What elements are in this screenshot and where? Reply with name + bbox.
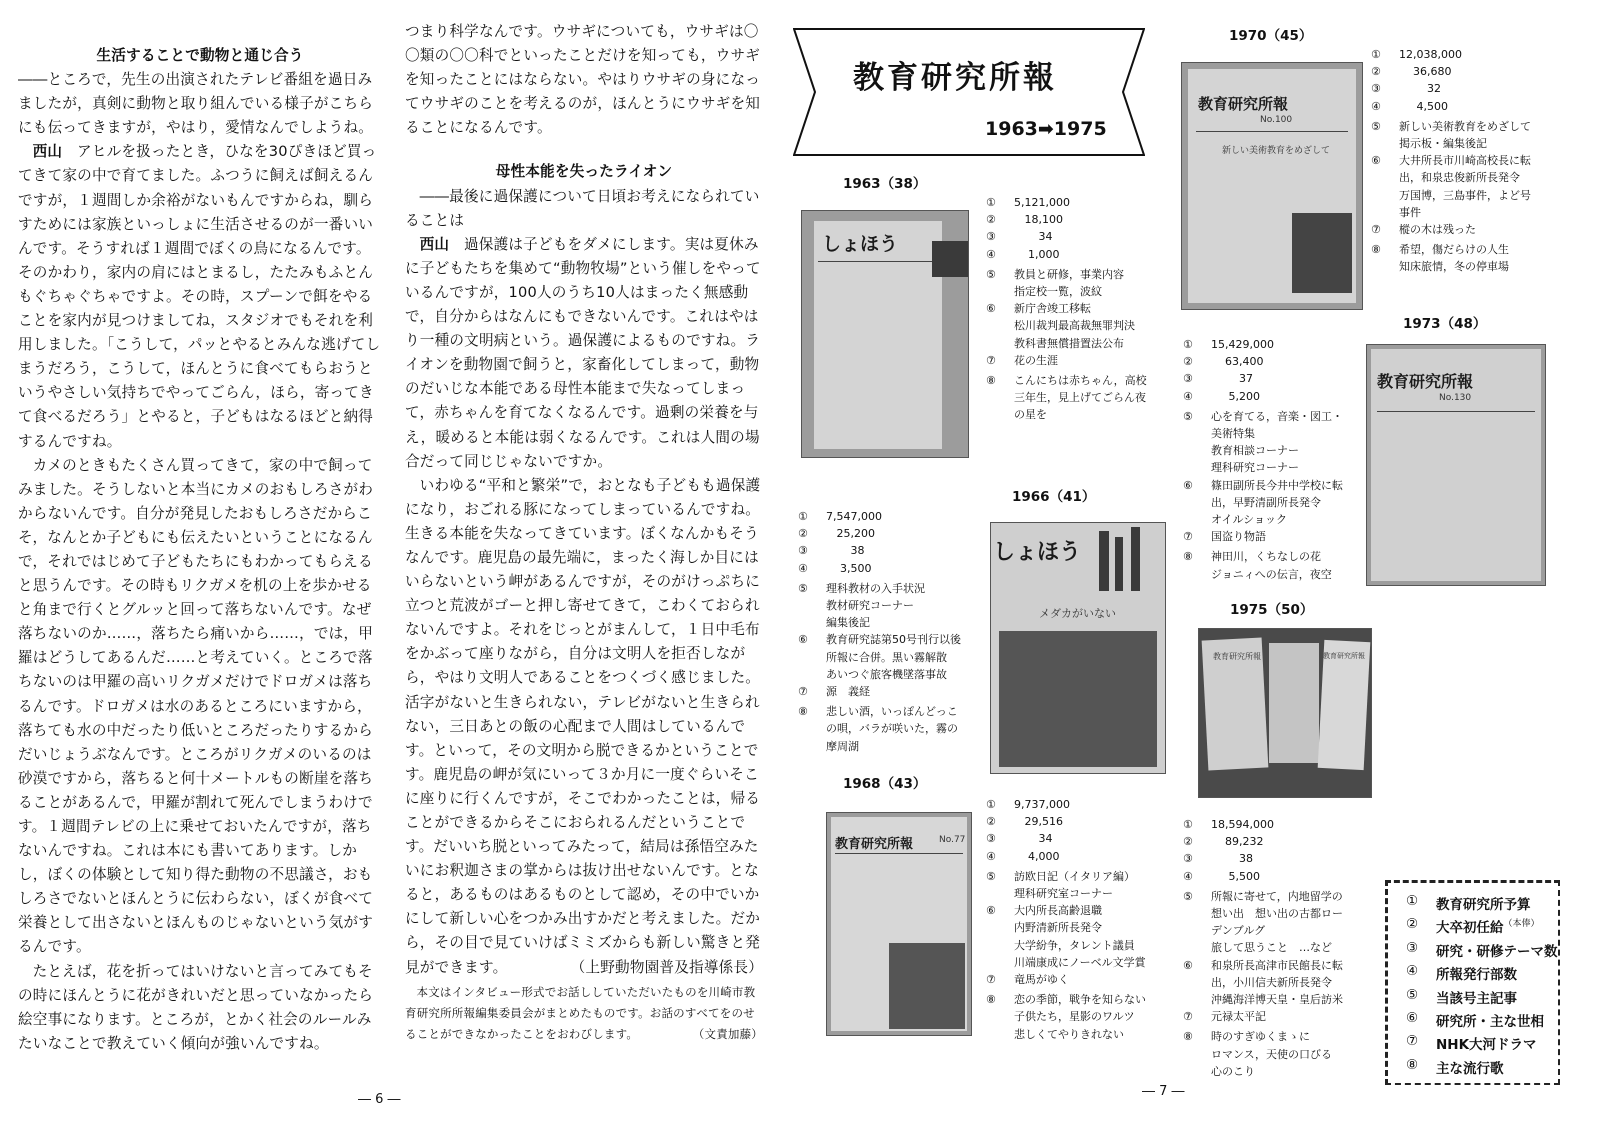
- legend-number: ⑤: [1406, 986, 1419, 1003]
- legend-number: ⑧: [1406, 1056, 1419, 1073]
- year-label-1966: 1966（41）: [1012, 489, 1096, 505]
- item-continuation: の星を: [1014, 408, 1047, 422]
- legend-label: NHK大河ドラマ: [1436, 1037, 1537, 1054]
- legend-number: ④: [1406, 963, 1419, 980]
- info-item: [798, 508, 961, 525]
- info-item: [1183, 353, 1343, 370]
- page-number-6: ― 6 ―: [358, 1092, 401, 1107]
- item-value: 心を育てる，音楽・図工・: [1211, 409, 1343, 423]
- item-number: ①: [986, 196, 996, 209]
- item-value: 教員と研修，事業内容: [1014, 267, 1124, 281]
- legend-label: 研究・研修テーマ数: [1436, 943, 1558, 960]
- item-value: こんにちは赤ちゃん，高校: [1014, 374, 1147, 388]
- left-column-1: [18, 44, 382, 1056]
- thumbnail-1973: [1366, 344, 1546, 586]
- info-item: [1183, 833, 1343, 850]
- item-value: 新しい美術教育をめざして: [1399, 119, 1531, 133]
- year-label-1975: 1975（50）: [1230, 602, 1314, 618]
- item-value: 5,500: [1211, 869, 1260, 883]
- legend-item: [1406, 916, 1540, 936]
- item-number: ②: [1183, 835, 1193, 849]
- year-label-1970: 1970（45）: [1229, 28, 1313, 44]
- item-continuation: デンブルグ: [1211, 924, 1266, 938]
- info-item: [798, 631, 961, 648]
- item-value: 樅の木は残った: [1399, 223, 1476, 237]
- info-item: [986, 266, 1147, 283]
- item-number: ②: [1371, 65, 1381, 79]
- item-number: ③: [986, 230, 996, 244]
- item-number: ①: [1183, 818, 1193, 831]
- item-value: 国盗り物語: [1211, 530, 1266, 544]
- answer-paragraph-4: 西山 過保護は子どもをダメにします。実は夏休みに子どもたちを集めて“動物牧場”という催しをやっているんですが，100人のうち10人はまったく無感動で，自分からはなんにもできないんです。これはやはり一種の文明病という。過保護によるものですね。ライオンを動物園で飼うと，家畜化してしまって，動物のだいじな本能である母性本能まで失なってしまって，赤ちゃんを育てなくなるんです。過剰の栄養を与え，暖めると本能は弱くなるんです。これは人間の場合だって同じじゃないですか。: [405, 235, 761, 470]
- item-continuation: 出，和泉忠俊新所長発令: [1399, 171, 1520, 185]
- speaker-name-2: 西山: [419, 235, 450, 253]
- info-item: [986, 372, 1147, 389]
- item-number: ⑧: [1183, 550, 1193, 564]
- thumb-title-1973: 教育研究所報: [1377, 372, 1474, 391]
- item-continuation: 出，早野清副所長発令: [1211, 495, 1321, 509]
- info-item: [1371, 241, 1531, 258]
- info-item: [1371, 46, 1531, 63]
- answer-paragraph-1: 西山 アヒルを扱ったとき，ひなを30ぴきほど買ってきて家の中で育てました。ふつうに飼えば飼えるんですが，１週間しか余裕がないもんですからね，馴らすためには家族といっしょに生活させるのが一番いいんです。そうすれば１週間でぼくの鳥になるんです。そのかわり，家内の肩にはとまるし，たたみもふとんもぐちゃぐちゃですよ。その時，スプーンで餌をやることを家内が見つけましてね，スタジオでもそれを利用しました。「こうして，パッとやるとみんな逃げてしまうだろう，こうして，ほんとうに食べてもらおうというやさしい気持ちでやってごらん，ほら，寄ってきて食べるだろう」とやると，子どもはなるほどと納得するんですね。: [18, 143, 381, 450]
- item-value: 63,400: [1211, 355, 1264, 369]
- item-value: 和泉所長高津市民館長に転: [1211, 958, 1343, 972]
- item-continuation: 万国博，三島事件，よど号: [1399, 188, 1531, 202]
- thumb-title-1968: 教育研究所報: [835, 837, 914, 852]
- continued-paragraph: つまり科学なんです。ウサギについても，ウサギは〇〇類の〇〇科でといったことだけを知っても，ウサギを知ったことにはならない。やはりウサギの身になってウサギのことを考えるのが，ほんとうにウサギを知ることになるんです。: [405, 23, 761, 137]
- legend-item: [1406, 987, 1517, 1007]
- info-item: [1183, 548, 1343, 565]
- item-continuation: 所報に合併。黒い霧解散: [826, 650, 947, 664]
- thumb-sub-1970: 新しい美術教育をめざして: [1222, 146, 1331, 156]
- info-item: [1371, 63, 1531, 80]
- info-item: [1183, 850, 1343, 867]
- info-list-1963: [986, 194, 1147, 424]
- item-number: ②: [986, 815, 996, 829]
- info-item: [1183, 888, 1343, 905]
- item-value: 所報に寄せて，内地留学の: [1211, 889, 1343, 903]
- item-number: ⑤: [986, 267, 996, 281]
- info-item: [986, 848, 1146, 865]
- editorial-credit: 本文はインタビュー形式でお話ししていただいたものを川崎市教育研究所所報編集委員会がまとめたものです。お話のすべてをのせることができなかったことをおわびします。 （文責加藤）: [405, 982, 763, 1045]
- item-number: ⑧: [1183, 1030, 1193, 1044]
- info-item: [1371, 80, 1531, 97]
- info-item: [1371, 221, 1531, 238]
- item-continuation: 指定校一覧，波紋: [1014, 285, 1102, 299]
- item-value: 訪欧日記（イタリア編）: [1014, 869, 1135, 883]
- info-item: [798, 580, 961, 597]
- item-value: 教育研究誌第50号刊行以後: [826, 633, 961, 647]
- thumb-sub-1966: メダカがいない: [1039, 607, 1116, 620]
- item-number: ⑦: [798, 685, 808, 699]
- item-number: ⑥: [1183, 478, 1193, 492]
- item-value: 34: [1014, 832, 1053, 846]
- item-continuation: 心のこり: [1211, 1064, 1255, 1078]
- info-list-1975: [1183, 816, 1343, 1080]
- legend-item: [1406, 1010, 1544, 1030]
- info-item: [798, 542, 961, 559]
- item-value: 竜馬がゆく: [1014, 973, 1069, 987]
- item-value: 89,232: [1211, 835, 1264, 849]
- item-value: 9,737,000: [1014, 798, 1070, 811]
- item-value: 源 義経: [826, 685, 870, 699]
- info-item: [986, 246, 1147, 263]
- info-list-1973: [1183, 336, 1343, 583]
- item-continuation: 掲示板・編集後記: [1399, 137, 1487, 151]
- item-value: 1,000: [1014, 247, 1060, 261]
- thumb-title-1966: しょほう: [993, 539, 1082, 565]
- item-number: ①: [986, 798, 996, 811]
- item-value: 12,038,000: [1399, 48, 1462, 61]
- thumbnail-1970: [1181, 62, 1363, 310]
- legend-number: ⑦: [1406, 1033, 1419, 1050]
- item-continuation: 理科研究コーナー: [1211, 461, 1299, 475]
- legend-item: [1406, 940, 1558, 960]
- item-number: ③: [1371, 82, 1381, 96]
- item-value: 25,200: [826, 527, 875, 541]
- info-item: [986, 211, 1147, 228]
- info-item: [1183, 370, 1343, 387]
- legend-item: [1406, 963, 1517, 983]
- item-value: 悲しい酒，いっぽんどっこ: [826, 705, 958, 719]
- info-item: [1183, 408, 1343, 425]
- item-continuation: 沖縄海洋博天皇・皇后訪米: [1211, 993, 1343, 1007]
- info-item: [798, 703, 961, 720]
- item-continuation: ロマンス，天使の口びる: [1211, 1047, 1332, 1061]
- item-value: 4,500: [1399, 99, 1448, 113]
- info-item: [1371, 98, 1531, 115]
- info-item: [986, 902, 1146, 919]
- item-value: 38: [826, 544, 865, 558]
- item-value: 篠田副所長今井中学校に転: [1211, 478, 1343, 492]
- item-number: ⑥: [986, 904, 996, 918]
- item-number: ①: [1371, 48, 1381, 61]
- item-value: 38: [1211, 852, 1253, 866]
- legend-note: （本俸）: [1503, 919, 1540, 930]
- item-number: ①: [1183, 338, 1193, 351]
- item-number: ⑦: [1183, 1010, 1193, 1024]
- item-number: ⑧: [798, 705, 808, 719]
- info-item: [1183, 388, 1343, 405]
- info-item: [1371, 118, 1531, 135]
- info-item: [986, 228, 1147, 245]
- info-item: [1371, 152, 1531, 169]
- info-list-1968: [986, 796, 1146, 1043]
- thumb-1975-b: 教育研究所報: [1323, 652, 1365, 660]
- legend-item: [1406, 1033, 1537, 1053]
- info-item: [986, 971, 1146, 988]
- item-continuation: の唄，バラが咲いた，霧の: [826, 722, 958, 736]
- item-number: ⑤: [1183, 409, 1193, 423]
- legend-box: [1385, 880, 1560, 1085]
- info-item: [1183, 816, 1343, 833]
- legend-label: 大卒初任給: [1436, 920, 1504, 937]
- info-list-1966: [798, 508, 961, 755]
- legend-label: 所報発行部数: [1436, 967, 1517, 984]
- item-number: ⑥: [1183, 958, 1193, 972]
- info-item: [1183, 336, 1343, 353]
- legend-item: [1406, 1057, 1504, 1077]
- item-number: ④: [1183, 389, 1193, 403]
- legend-number: ⑥: [1406, 1010, 1419, 1026]
- item-number: ⑤: [798, 581, 808, 595]
- thumb-1975-a: 教育研究所報: [1213, 652, 1261, 661]
- thumb-title-1970: 教育研究所報: [1198, 95, 1289, 113]
- thumbnail-1963: [801, 210, 969, 458]
- item-number: ②: [798, 527, 808, 541]
- item-value: 元禄太平記: [1211, 1010, 1266, 1024]
- item-number: ③: [798, 544, 808, 558]
- item-continuation: 悲しくてやりきれない: [1014, 1027, 1124, 1041]
- item-number: ④: [1371, 99, 1381, 113]
- item-value: 新庁舎竣工移転: [1014, 302, 1091, 316]
- year-label-1968: 1968（43）: [843, 776, 927, 792]
- signature: （上野動物園普及指導係長）: [570, 958, 763, 976]
- info-item: [1183, 957, 1343, 974]
- section-heading-2: 母性本能を失ったライオン: [495, 163, 673, 181]
- item-number: ④: [986, 247, 996, 261]
- legend-number: ②: [1406, 916, 1419, 933]
- item-continuation: オイルショック: [1211, 513, 1287, 527]
- interview-question-2: ――最後に過保護について日頃お考えになられていることは: [405, 187, 760, 229]
- item-value: 時のすぎゆくまゝに: [1211, 1030, 1310, 1044]
- item-number: ⑧: [986, 374, 996, 388]
- info-item: [1183, 868, 1343, 885]
- item-value: 3,500: [826, 561, 872, 575]
- left-column-2: [405, 20, 763, 1045]
- item-continuation: 編集後記: [826, 616, 870, 630]
- year-label-1973: 1973（48）: [1403, 316, 1487, 332]
- item-value: 34: [1014, 230, 1053, 244]
- item-number: ②: [986, 213, 996, 227]
- section-heading-1: 生活することで動物と通じ合う: [96, 47, 304, 64]
- item-number: ⑥: [798, 633, 808, 647]
- item-number: ③: [1183, 372, 1193, 386]
- item-number: ⑤: [1371, 119, 1381, 133]
- item-number: ⑦: [986, 973, 996, 987]
- item-continuation: 想い出 想い出の古都ロー: [1211, 907, 1343, 921]
- item-number: ①: [798, 510, 808, 523]
- item-continuation: 川端康成にノーベル文学賞: [1014, 955, 1146, 969]
- item-value: 18,100: [1014, 213, 1063, 227]
- info-item: [798, 525, 961, 542]
- item-continuation: 旅して思うこと …など: [1211, 941, 1332, 955]
- banner-title: 教育研究所報: [853, 60, 1057, 96]
- item-continuation: あいつぐ旅客機墜落事故: [826, 667, 947, 681]
- item-number: ⑦: [1371, 223, 1381, 237]
- info-item: [986, 868, 1146, 885]
- answer-paragraph-2: カメのときもたくさん買ってきて，家の中で飼ってみました。そうしないと本当にカメのおもしろさがわからないんです。自分が発見したおもしろさだからこそ，なんとか子どもにも伝えたいということになるんで，それではじめて子どもたちにもわかってもらえると思うんです。その時もリクガメを机の上を歩かせると角まで行くとグルッと回って落ちないんです。なぜ落ちないのか……，落ちたら痛いから……，では，甲羅はどうしてあるんだ……と考えていく。ところで落ちないのは甲羅の高いリクガメだけでドロガメは落ちるんです。ドロガメは水のあるところにいますから，落ちても水の中だったり低いところだったりするからだいじょうぶなんです。ところがリクガメのいるのは砂漠ですから，落ちると何十メートルもの断崖を落ちることがあるんで，甲羅が割れて死んでしまうわけです。１週間テレビの上に乗せておいたんですが，落ちないんですね。これは本にも書いてあります。しかし，ぼくの体験として知り得た動物の不思議さ，おもしろさでないとほんとうに伝わらない，ぼくが食べて栄養として出さないとほんものじゃないという気がするんです。: [18, 456, 374, 956]
- info-item: [986, 991, 1146, 1008]
- item-continuation: 松川裁判最高裁無罪判決: [1014, 319, 1135, 333]
- thumbnail-1975: [1198, 628, 1372, 798]
- info-item: [986, 830, 1146, 847]
- item-value: 花の生涯: [1014, 353, 1058, 367]
- thumbnail-1968: [826, 812, 972, 1036]
- info-list-1970: [1371, 46, 1531, 276]
- item-number: ⑦: [1183, 530, 1193, 544]
- speaker-name: 西山: [32, 143, 63, 161]
- answer-paragraph-3: たとえば，花を折ってはいけないと言ってみてもその時にほんとうに花がきれいだと思っていなかったら絵空事になります。ところが，とかく社会のルールみたいなことで教えていく傾向が強いんですね。: [18, 962, 374, 1052]
- legend-label: 教育研究所予算: [1436, 897, 1531, 913]
- item-continuation: 教科書無償措置法公布: [1014, 336, 1124, 350]
- legend-label: 主な流行歌: [1436, 1060, 1504, 1077]
- item-number: ⑦: [986, 353, 996, 367]
- item-number: ⑧: [986, 993, 996, 1007]
- item-number: ⑥: [986, 302, 996, 316]
- item-continuation: 子供たち，星影のワルツ: [1014, 1010, 1135, 1024]
- info-item: [986, 352, 1147, 369]
- year-label-1963: 1963（38）: [843, 176, 927, 192]
- legend-label: 研究所・主な世相: [1436, 1014, 1544, 1030]
- item-value: 恋の季節，戦争を知らない: [1014, 993, 1146, 1007]
- info-item: [798, 560, 961, 577]
- legend-number: ③: [1406, 939, 1419, 956]
- item-continuation: 三年生，見上げてごらん夜: [1014, 391, 1146, 405]
- item-number: ④: [798, 561, 808, 575]
- item-number: ⑧: [1371, 243, 1381, 257]
- item-continuation: 教育相談コーナー: [1211, 444, 1299, 458]
- item-value: 4,000: [1014, 849, 1060, 863]
- item-value: 5,200: [1211, 389, 1260, 403]
- item-value: 大井所長市川崎高校長に転: [1399, 154, 1531, 168]
- credit-tag: （文責加藤）: [692, 1026, 763, 1041]
- item-continuation: 理科研究室コーナー: [1014, 887, 1113, 901]
- legend-item: [1406, 893, 1531, 913]
- item-value: 神田川，くちなしの花: [1211, 550, 1321, 564]
- item-continuation: 美術特集: [1211, 427, 1255, 441]
- item-value: 7,547,000: [826, 510, 882, 523]
- thumb-no-1970: No.100: [1260, 115, 1293, 125]
- item-value: 希望，傷だらけの人生: [1399, 243, 1509, 257]
- item-value: 大内所長高齢退職: [1014, 904, 1102, 918]
- item-continuation: 摩周湖: [826, 739, 859, 753]
- info-item: [986, 300, 1147, 317]
- info-item: [1183, 528, 1343, 545]
- info-item: [1183, 1008, 1343, 1025]
- thumb-no-1968: No.77: [939, 835, 966, 845]
- item-continuation: 事件: [1399, 205, 1421, 219]
- legend-label: 当該号主記事: [1436, 990, 1517, 1007]
- info-item: [1183, 1028, 1343, 1045]
- item-value: 18,594,000: [1211, 818, 1274, 831]
- info-item: [986, 796, 1146, 813]
- item-number: ⑥: [1371, 154, 1381, 168]
- item-continuation: 知床旅情，冬の停車場: [1399, 260, 1509, 274]
- thumb-title-1963: しょほう: [822, 233, 899, 255]
- item-continuation: 教材研究コーナー: [826, 599, 914, 613]
- thumbnail-1966: [990, 522, 1166, 774]
- banner-year-range: 1963➡1975: [985, 118, 1107, 140]
- item-continuation: 大学紛争，タレント議員: [1014, 938, 1135, 952]
- item-value: 理科教材の入手状況: [826, 581, 925, 595]
- item-value: 32: [1399, 82, 1441, 96]
- item-value: 15,429,000: [1211, 338, 1274, 351]
- legend-number: ①: [1406, 893, 1419, 909]
- item-number: ⑤: [1183, 889, 1193, 903]
- thumb-no-1973: No.130: [1439, 393, 1472, 403]
- item-number: ⑤: [986, 869, 996, 883]
- item-continuation: ジョニィへの伝言，夜空: [1211, 567, 1332, 581]
- answer-paragraph-5: いわゆる“平和と繁栄”で，おとなも子どもも過保護になり，おごれる豚になってしまっているんですね。生きる本能を失なってきています。ぼくなんかもそうなんです。鹿児島の最先端に，まったく海しか目にはいらないという岬があるんですが，そのがけっぷちに立つと荒波がゴーと押し寄せてきて，こわくておられないんですよ。それをじっとがまんして，１日中毛布をかぶって座りながら，自分は文明人を拒否しながら，やはり文明人であることをつくづく感じました。活字がないと生きられない，テレビがないと生きられない，三日あとの飯の心配まで人間はしているんです。といって，その文明から脱できるかということです。鹿児島の岬が気にいって３か月に一度ぐらいそこに座りに行くんですが，そこでわかったことは，帰ることができるからそこにおられるんだということです。だいいち脱といってみたって，結局は孫悟空みたいにお釈迦さまの掌からは抜け出せないんです。となると，あるものはあるものとして認め，その中でいかにして新しい心をつかみ出すかだと考えました。だから，その目で見ていけばミミズからも新しい驚きと発見ができます。 （上野動物園普及指導係長）: [405, 474, 763, 980]
- item-number: ③: [1183, 852, 1193, 866]
- info-item: [1183, 477, 1343, 494]
- info-item: [986, 194, 1147, 211]
- item-number: ④: [1183, 869, 1193, 883]
- item-value: 29,516: [1014, 815, 1063, 829]
- interview-question-1: ――ところで，先生の出演されたテレビ番組を過日みましたが，真剣に動物と取り組んでいる様子がこちらにも伝ってきますが，やはり，愛情なんでしようね。: [18, 71, 374, 137]
- item-value: 37: [1211, 372, 1253, 386]
- item-value: 5,121,000: [1014, 196, 1070, 209]
- item-continuation: 内野清新所長発令: [1014, 921, 1102, 935]
- item-continuation: 出，小川信夫新所長発令: [1211, 975, 1332, 989]
- info-item: [986, 813, 1146, 830]
- item-number: ④: [986, 849, 996, 863]
- page-number-7: ― 7 ―: [1142, 1084, 1185, 1099]
- item-number: ②: [1183, 355, 1193, 369]
- info-item: [798, 683, 961, 700]
- item-number: ③: [986, 832, 996, 846]
- item-value: 36,680: [1399, 65, 1452, 79]
